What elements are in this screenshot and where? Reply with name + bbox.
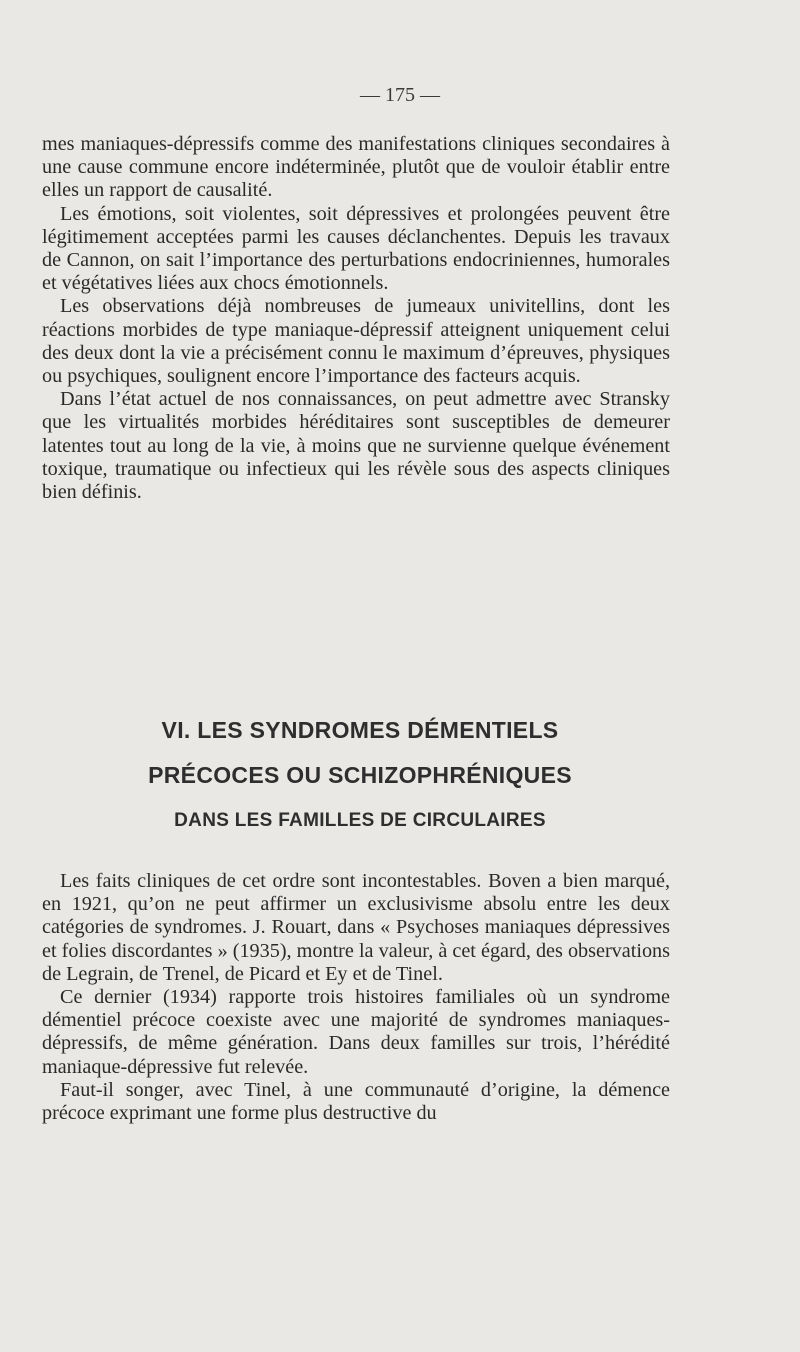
text-block-bottom [42,870,670,1125]
paragraph: Les observations déjà nombreuses de jumeaux univitellins, dont les réactions morbides de type maniaque-dépressif atteignent uniquement celui des deux dont la vie a précisément connu le maximum d’épreuves, physiques ou psychiques, soulignent encore l’importance des facteurs acquis. [42,295,670,388]
paragraph: mes maniaques-dépressifs comme des manifestations cliniques secondaires à une cause commune encore indéterminée, plutôt que de vouloir établir entre elles un rapport de causalité. [42,133,670,202]
section-heading-line-2: PRÉCOCES OU SCHIZOPHRÉNIQUES [148,762,572,788]
section-heading-line-1: VI. LES SYNDROMES DÉMENTIELS [161,717,559,743]
paragraph: Faut-il songer, avec Tinel, à une communauté d’origine, la démence précoce exprimant une forme plus destructive du [42,1078,670,1125]
page-number: — 175 — [360,84,440,106]
paragraph: Les faits cliniques de cet ordre sont incontestables. Boven a bien marqué, en 1921, qu’on ne peut affirmer un exclusivisme absolu entre les deux catégories de syndromes. J. Rouart, dans « Psychoses maniaques dépressives et folies discordantes » (1935), montre la valeur, à cet égard, des observations de Legrain, de Trenel, de Picard et Ey et de Tinel. [42,870,670,985]
paragraph: Les émotions, soit violentes, soit dépressives et prolongées peuvent être légitimement acceptées parmi les causes déclanchentes. Depuis les travaux de Cannon, on sait l’importance des perturbations endocriniennes, humorales et végétatives liées aux chocs émotionnels. [42,202,670,295]
section-heading-line-3: DANS LES FAMILLES DE CIRCULAIRES [174,810,546,831]
text-block-top [42,133,670,504]
paragraph: Dans l’état actuel de nos connaissances, on peut admettre avec Stransky que les virtualités morbides héréditaires sont susceptibles de demeurer latentes tout au long de la vie, à moins que ne survienne quelque événement toxique, traumatique ou infectieux qui les révèle sous des aspects cliniques bien définis. [42,388,670,504]
paragraph: Ce dernier (1934) rapporte trois histoires familiales où un syndrome démentiel précoce coexiste avec une majorité de syndromes maniaques-dépressifs, de même génération. Dans deux familles sur trois, l’hérédité maniaque-dépressive fut relevée. [42,986,670,1078]
